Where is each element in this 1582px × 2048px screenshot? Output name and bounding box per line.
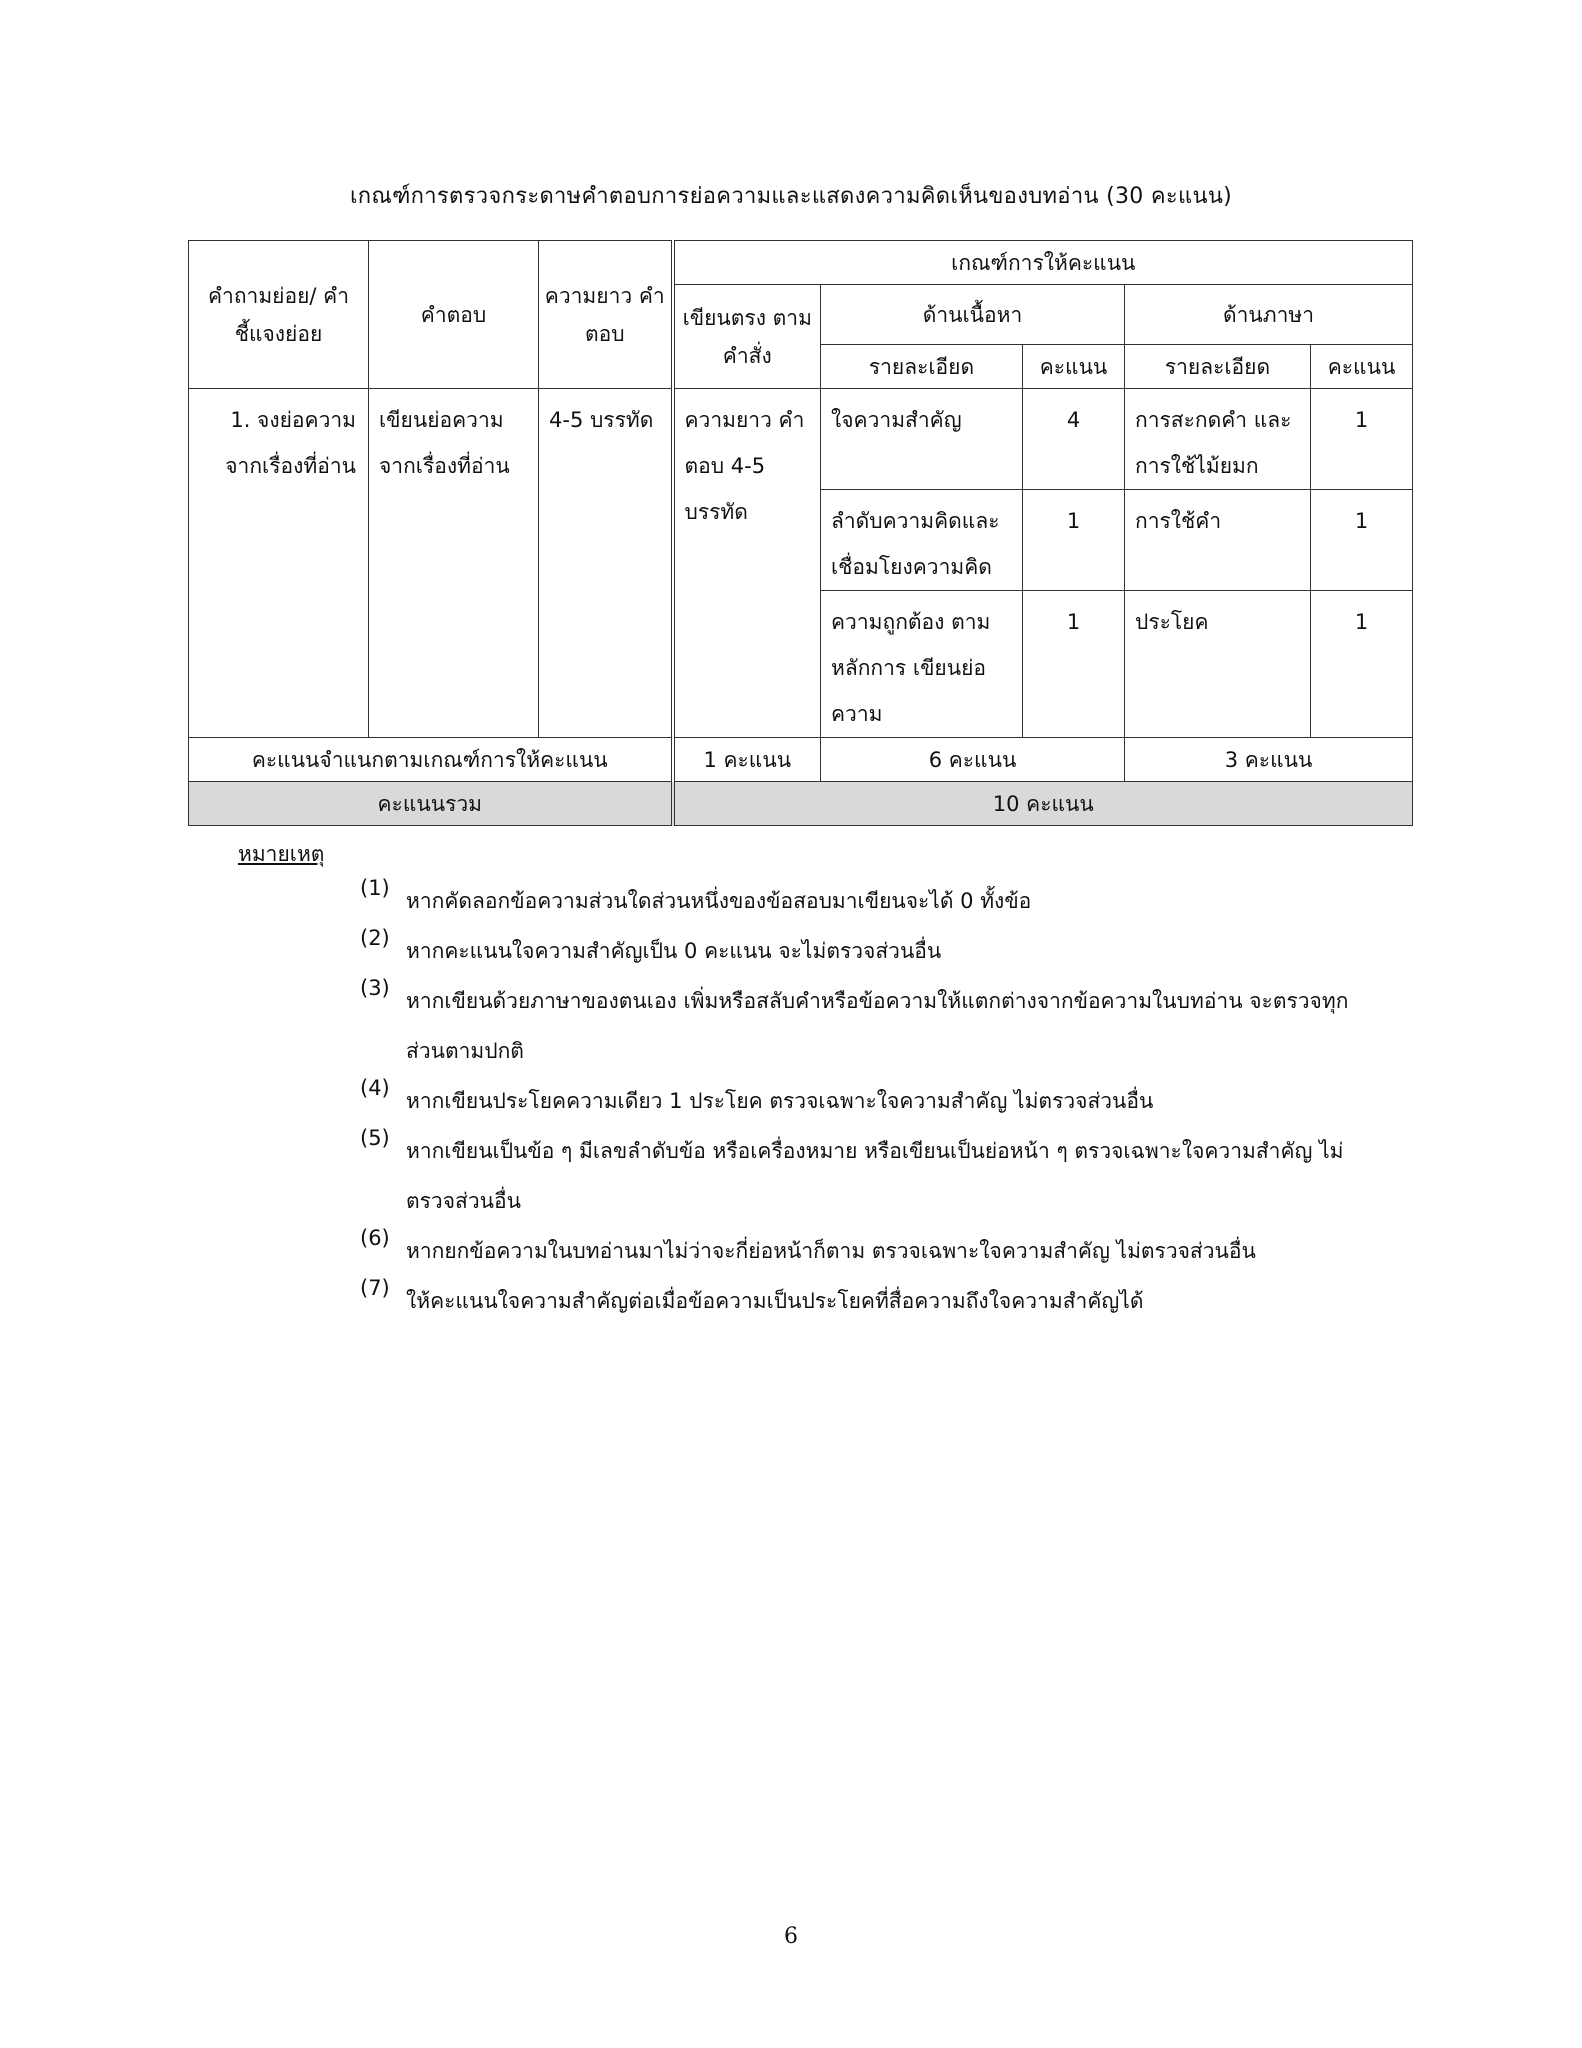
notes-label: หมายเหตุ xyxy=(238,842,325,866)
list-item xyxy=(360,1276,1360,1326)
note-number: (3) xyxy=(360,976,390,1000)
note-number: (4) xyxy=(360,1076,390,1100)
note-number: (5) xyxy=(360,1126,390,1150)
note-text: หากเขียนด้วยภาษาของตนเอง เพิ่มหรือสลับคำหรือข้อความให้แตกต่างจากข้อความในบทอ่าน จะตรวจทุกส่วนตามปกติ xyxy=(406,989,1349,1063)
header-answer: คำตอบ xyxy=(369,241,539,389)
total-label: คะแนนรวม xyxy=(189,782,673,826)
cell-content-score: 4 xyxy=(1023,389,1125,490)
subtotal-content: 6 คะแนน xyxy=(821,738,1125,782)
cell-language-detail: การใช้คำ xyxy=(1125,490,1311,591)
cell-question: 1. จงย่อความ จากเรื่องที่อ่าน xyxy=(189,389,369,738)
header-language: ด้านภาษา xyxy=(1125,285,1413,345)
document-title: เกณฑ์การตรวจกระดาษคำตอบการย่อความและแสดงความคิดเห็นของบทอ่าน (30 คะแนน) xyxy=(349,184,1233,209)
header-length: ความยาว คำตอบ xyxy=(539,241,673,389)
page-number: 6 xyxy=(784,1924,798,1949)
cell-content-detail: ลำดับความคิดและ เชื่อมโยงความคิด xyxy=(821,490,1023,591)
cell-language-score: 1 xyxy=(1311,490,1413,591)
header-follow-instructions: เขียนตรง ตามคำสั่ง xyxy=(673,285,821,389)
note-number: (1) xyxy=(360,876,390,900)
table-row xyxy=(189,389,1413,490)
cell-content-detail: ใจความสำคัญ xyxy=(821,389,1023,490)
subtotal-label: คะแนนจำแนกตามเกณฑ์การให้คะแนน xyxy=(189,738,673,782)
subtotal-follow-instructions: 1 คะแนน xyxy=(673,738,821,782)
list-item xyxy=(360,976,1360,1076)
header-language-detail: รายละเอียด xyxy=(1125,345,1311,389)
list-item xyxy=(360,876,1360,926)
cell-language-detail: การสะกดคำ และการใช้ไม้ยมก xyxy=(1125,389,1311,490)
header-language-score: คะแนน xyxy=(1311,345,1413,389)
list-item xyxy=(360,1226,1360,1276)
note-text: หากคัดลอกข้อความส่วนใดส่วนหนึ่งของข้อสอบมาเขียนจะได้ 0 ทั้งข้อ xyxy=(406,889,1032,913)
cell-length: 4-5 บรรทัด xyxy=(539,389,673,738)
list-item xyxy=(360,926,1360,976)
total-row xyxy=(189,782,1413,826)
notes-list xyxy=(360,876,1360,1326)
note-text: หากเขียนประโยคความเดียว 1 ประโยค ตรวจเฉพาะใจความสำคัญ ไม่ตรวจส่วนอื่น xyxy=(406,1089,1154,1113)
cell-language-score: 1 xyxy=(1311,591,1413,738)
note-text: ให้คะแนนใจความสำคัญต่อเมื่อข้อความเป็นประโยคที่สื่อความถึงใจความสำคัญได้ xyxy=(406,1289,1144,1313)
note-text: หากคะแนนใจความสำคัญเป็น 0 คะแนน จะไม่ตรวจส่วนอื่น xyxy=(406,939,942,963)
note-number: (2) xyxy=(360,926,390,950)
note-number: (7) xyxy=(360,1276,390,1300)
cell-content-score: 1 xyxy=(1023,490,1125,591)
total-value: 10 คะแนน xyxy=(673,782,1413,826)
note-number: (6) xyxy=(360,1226,390,1250)
cell-follow-instructions: ความยาว คำตอบ 4-5 บรรทัด xyxy=(673,389,821,738)
cell-answer: เขียนย่อความ จากเรื่องที่อ่าน xyxy=(369,389,539,738)
cell-language-detail: ประโยค xyxy=(1125,591,1311,738)
cell-content-score: 1 xyxy=(1023,591,1125,738)
note-text: หากเขียนเป็นข้อ ๆ มีเลขลำดับข้อ หรือเครื่องหมาย หรือเขียนเป็นย่อหน้า ๆ ตรวจเฉพาะใจความสำคัญ ไม่ตรวจส่วนอื่น xyxy=(406,1139,1344,1213)
note-text: หากยกข้อความในบทอ่านมาไม่ว่าจะกี่ย่อหน้าก็ตาม ตรวจเฉพาะใจความสำคัญ ไม่ตรวจส่วนอื่น xyxy=(406,1239,1256,1263)
subtotal-language: 3 คะแนน xyxy=(1125,738,1413,782)
cell-content-detail: ความถูกต้อง ตามหลักการ เขียนย่อความ xyxy=(821,591,1023,738)
header-question: คำถามย่อย/ คำชี้แจงย่อย xyxy=(189,241,369,389)
list-item xyxy=(360,1126,1360,1226)
header-content: ด้านเนื้อหา xyxy=(821,285,1125,345)
cell-language-score: 1 xyxy=(1311,389,1413,490)
header-criteria: เกณฑ์การให้คะแนน xyxy=(673,241,1413,285)
subtotal-row xyxy=(189,738,1413,782)
list-item xyxy=(360,1076,1360,1126)
header-content-detail: รายละเอียด xyxy=(821,345,1023,389)
rubric-table xyxy=(188,240,1413,826)
header-content-score: คะแนน xyxy=(1023,345,1125,389)
